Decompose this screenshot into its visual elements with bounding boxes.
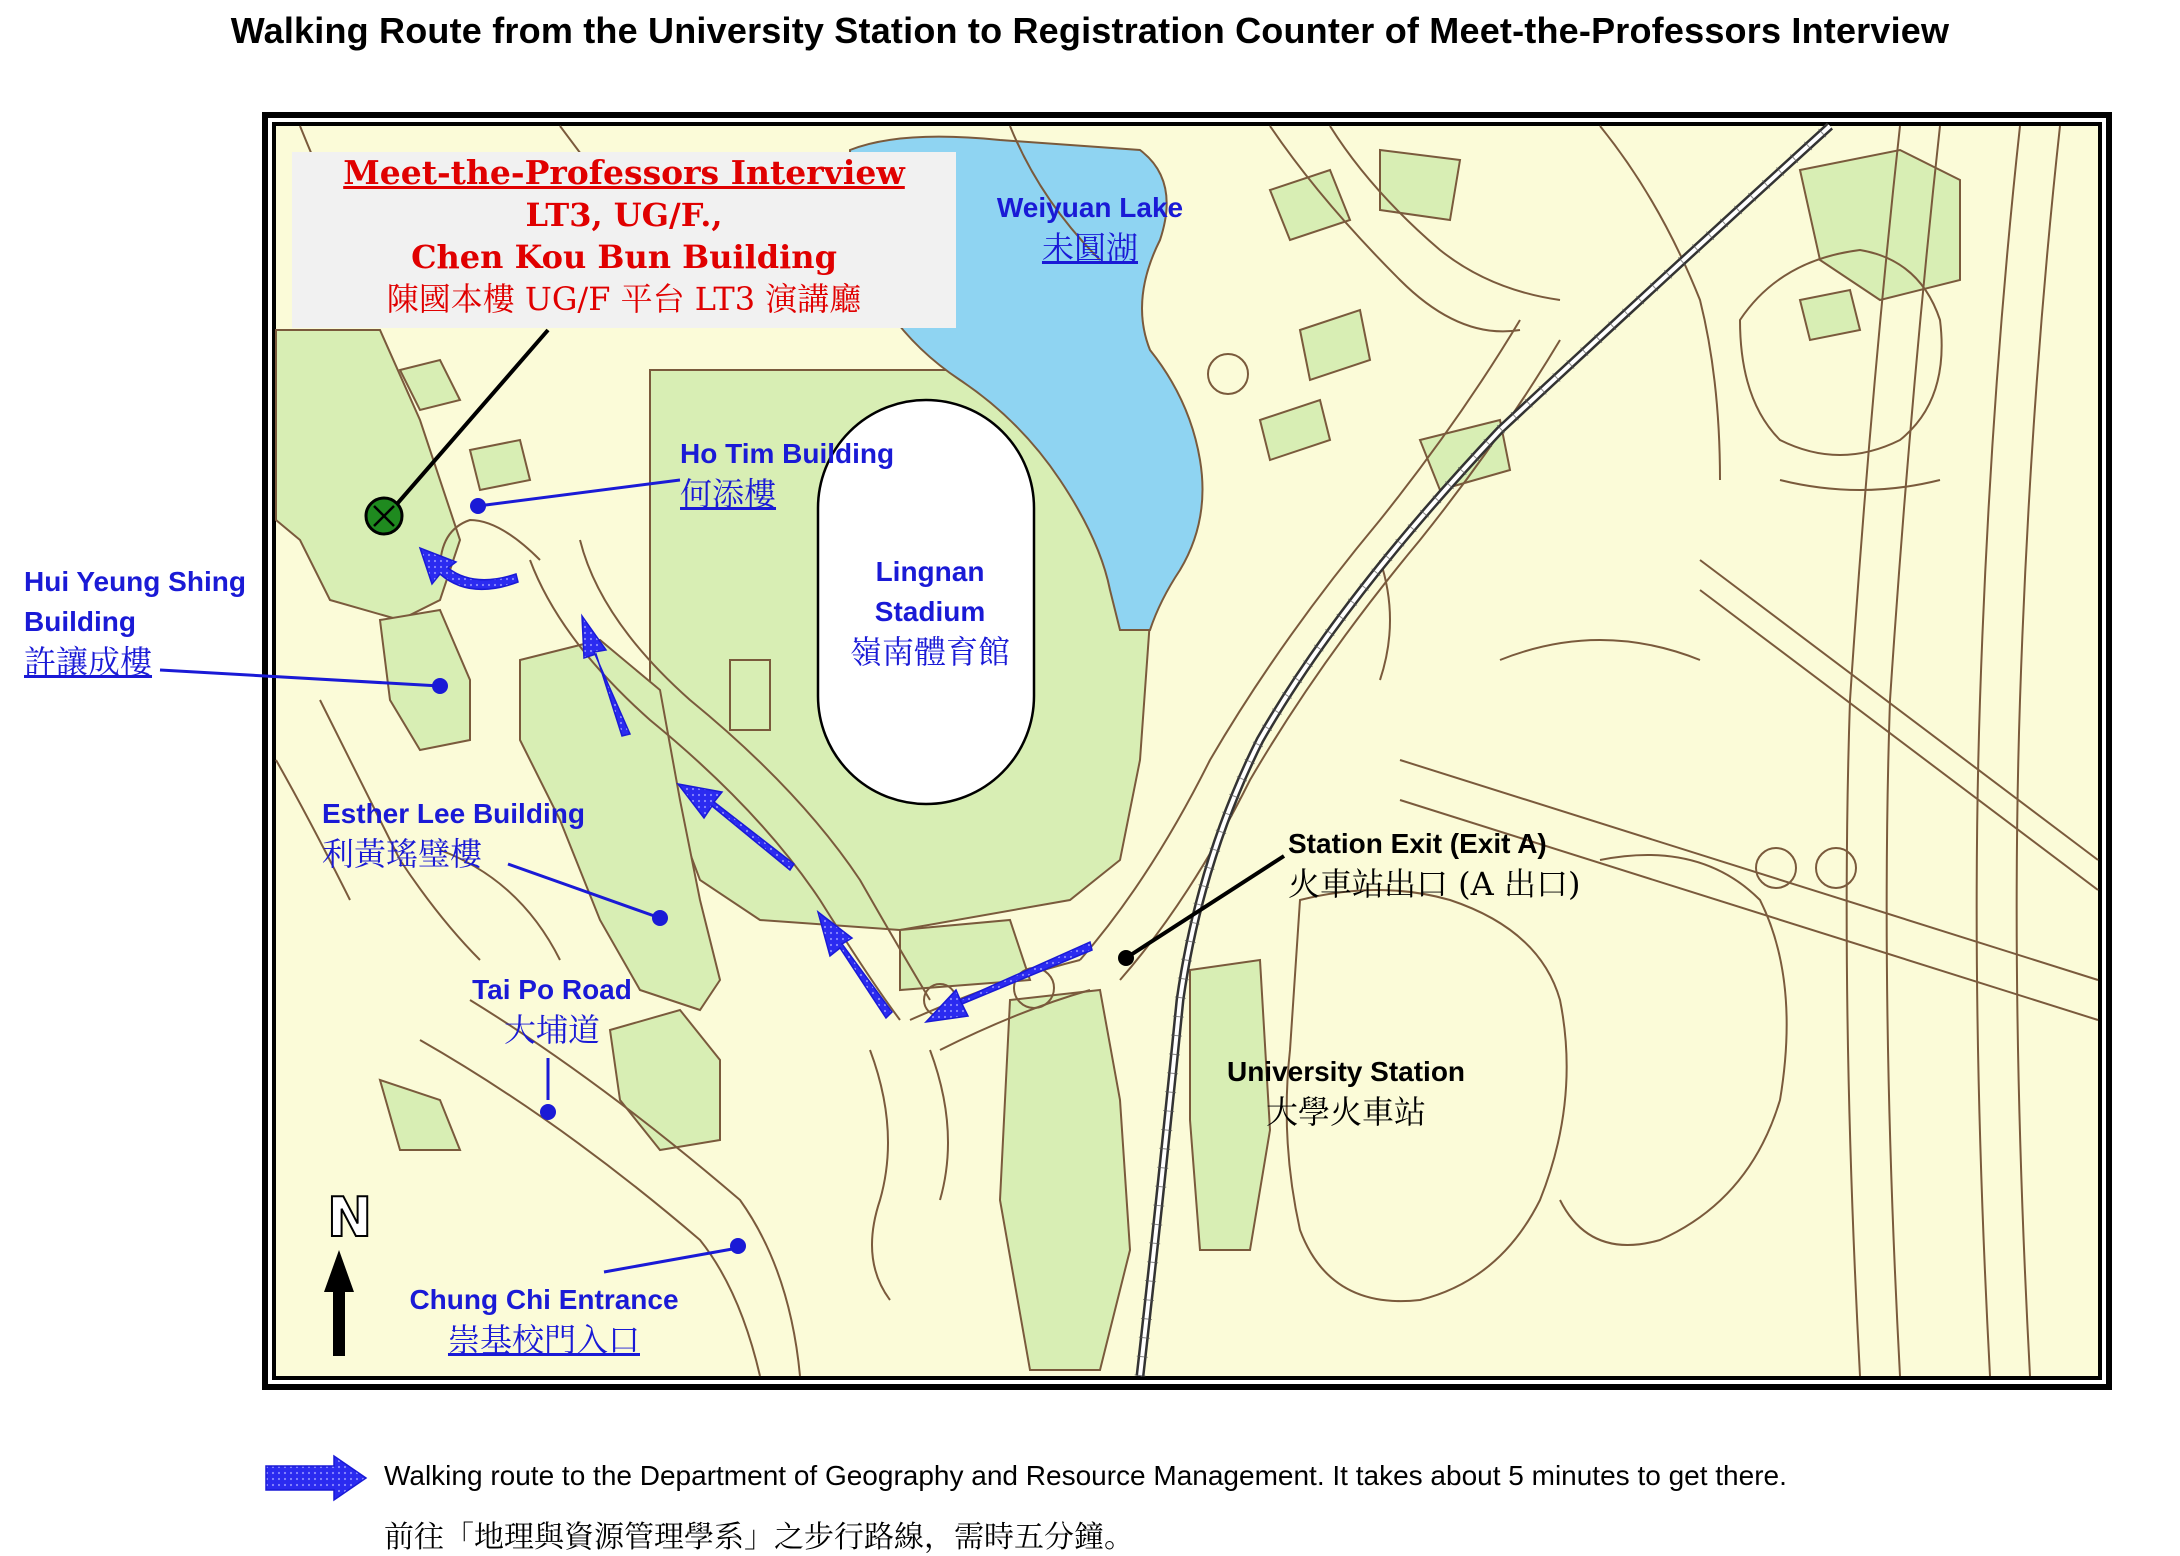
exit-dot [1118, 950, 1134, 966]
tai-po-road-zh: 大埔道 [503, 1011, 600, 1049]
destination-callout [292, 152, 956, 328]
destination-marker [366, 498, 402, 534]
hui-yeung-shing-en-1: Hui Yeung Shing [24, 566, 246, 597]
esther-lee-building-label [322, 794, 585, 874]
ho-tim-building-zh: 何添樓 [680, 475, 777, 513]
hui-yeung-shing-label [24, 562, 246, 682]
weiyuan-lake-label [970, 188, 1210, 268]
legend-route-arrow [266, 1456, 366, 1500]
lingnan-stadium-en-1: Lingnan [875, 556, 985, 587]
tai-po-road-en: Tai Po Road [472, 974, 632, 1005]
station-exit-zh: 火車站出口 (A 出口) [1288, 865, 1581, 903]
university-station-zh: 大學火車站 [1265, 1093, 1426, 1131]
weiyuan-lake-en: Weiyuan Lake [996, 192, 1184, 223]
tai-po-road-label [452, 970, 652, 1050]
destination-building: Chen Kou Bun Building [411, 238, 837, 276]
lingnan-stadium-zh: 嶺南體育館 [849, 633, 1010, 671]
chung-chi-entrance-en: Chung Chi Entrance [409, 1284, 679, 1315]
station-exit-label [1288, 824, 1580, 904]
esther-lee-building-en: Esther Lee Building [322, 798, 585, 829]
university-station-label [1206, 1052, 1486, 1132]
legend-text-zh: 前往「地理與資源管理學系」之步行路線，需時五分鐘。 [384, 1520, 1134, 1555]
weiyuan-lake-zh: 未圓湖 [1041, 229, 1138, 267]
north-label: N [327, 1186, 373, 1249]
lingnan-stadium-label [820, 552, 1040, 672]
esther-lee-building-zh: 利黃瑤璧樓 [322, 835, 483, 873]
ho-tim-building-label [680, 434, 894, 514]
lingnan-stadium-en-2: Stadium [874, 596, 986, 627]
hui-yeung-shing-en-2: Building [24, 606, 136, 637]
destination-zh: 陳國本樓 UG/F 平台 LT3 演講廳 [386, 280, 862, 318]
page-title: Walking Route from the University Station to Registration Counter of Meet-the-Professors Interview [230, 10, 1950, 51]
ho-tim-building-en: Ho Tim Building [680, 438, 895, 469]
legend-text-en: Walking route to the Department of Geography and Resource Management. It takes about 5 minutes to get there. [384, 1460, 1787, 1491]
university-station-en: University Station [1226, 1056, 1466, 1087]
hui-yeung-shing-zh: 許讓成樓 [24, 643, 153, 681]
station-exit-en: Station Exit (Exit A) [1288, 828, 1547, 859]
destination-heading: Meet-the-Professors Interview [343, 153, 905, 192]
destination-room: LT3, UG/F., [525, 196, 723, 234]
building-station-west [1000, 990, 1130, 1370]
chung-chi-entrance-label [408, 1280, 680, 1360]
chung-chi-entrance-zh: 崇基校門入口 [447, 1321, 640, 1359]
